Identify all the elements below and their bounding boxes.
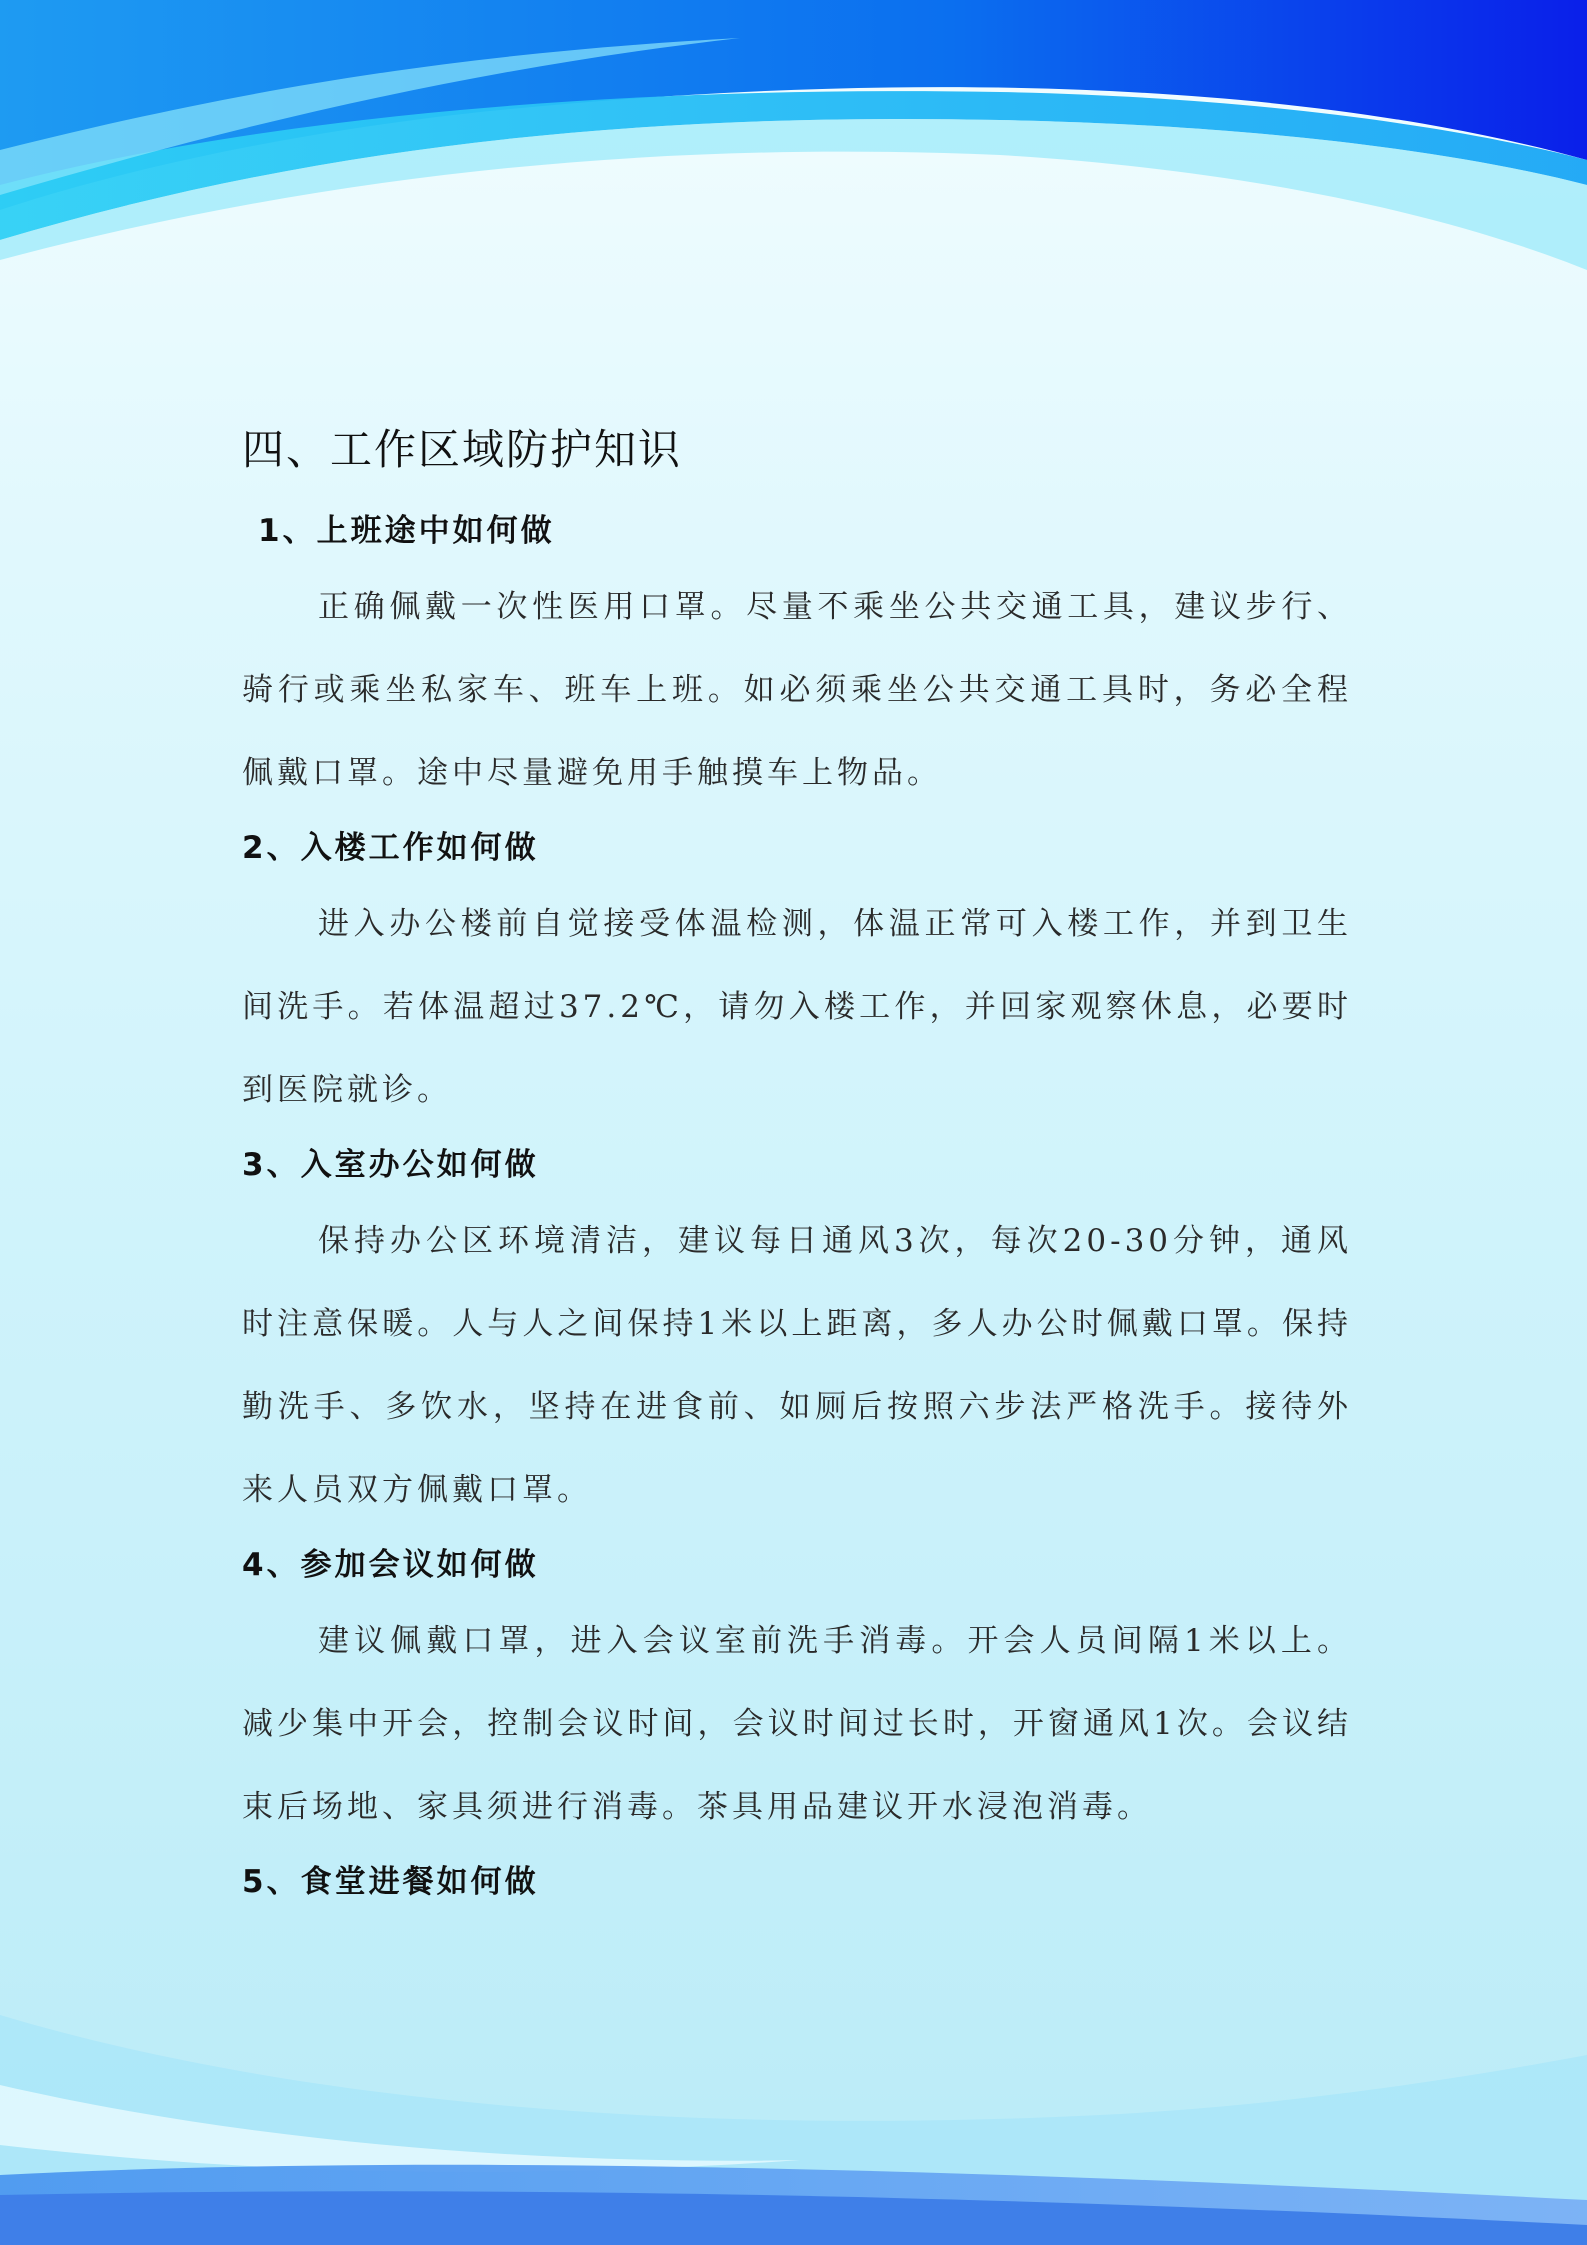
section-body: 建议佩戴口罩，进入会议室前洗手消毒。开会人员间隔1米以上。减少集中开会，控制会议时间，会议时间过长时，开窗通风1次。会议结束后场地、家具须进行消毒。茶具用品建议开水浸泡消毒。 [242,1623,1352,1825]
section-enter-building [242,819,1352,1136]
document-title: 四、工作区域防护知识 [242,425,683,474]
section-heading: 2、入楼工作如何做 [242,830,539,866]
section-commute [242,502,1352,819]
section-body: 保持办公区环境清洁，建议每日通风3次，每次20-30分钟，通风时注意保暖。人与人之间保持1米以上距离，多人办公时佩戴口罩。保持勤洗手、多饮水，坚持在进食前、如厕后按照六步法严格洗手。接待外来人员双方佩戴口罩。 [242,1223,1352,1508]
section-body: 进入办公楼前自觉接受体温检测，体温正常可入楼工作，并到卫生间洗手。若体温超过37.2℃，请勿入楼工作，并回家观察休息，必要时到医院就诊。 [242,906,1352,1108]
section-heading: 5、食堂进餐如何做 [242,1864,539,1900]
top-wave-decoration [0,0,1587,300]
section-heading: 1、上班途中如何做 [258,513,555,549]
section-canteen [242,1853,1352,1911]
section-meetings [242,1536,1352,1853]
section-office-work [242,1136,1352,1536]
section-body: 正确佩戴一次性医用口罩。尽量不乘坐公共交通工具，建议步行、骑行或乘坐私家车、班车上班。如必须乘坐公共交通工具时，务必全程佩戴口罩。途中尽量避免用手触摸车上物品。 [242,589,1352,791]
bottom-wave-decoration [0,1995,1587,2245]
document-content [242,418,1352,1911]
section-heading: 4、参加会议如何做 [242,1547,539,1583]
section-heading: 3、入室办公如何做 [242,1147,539,1183]
